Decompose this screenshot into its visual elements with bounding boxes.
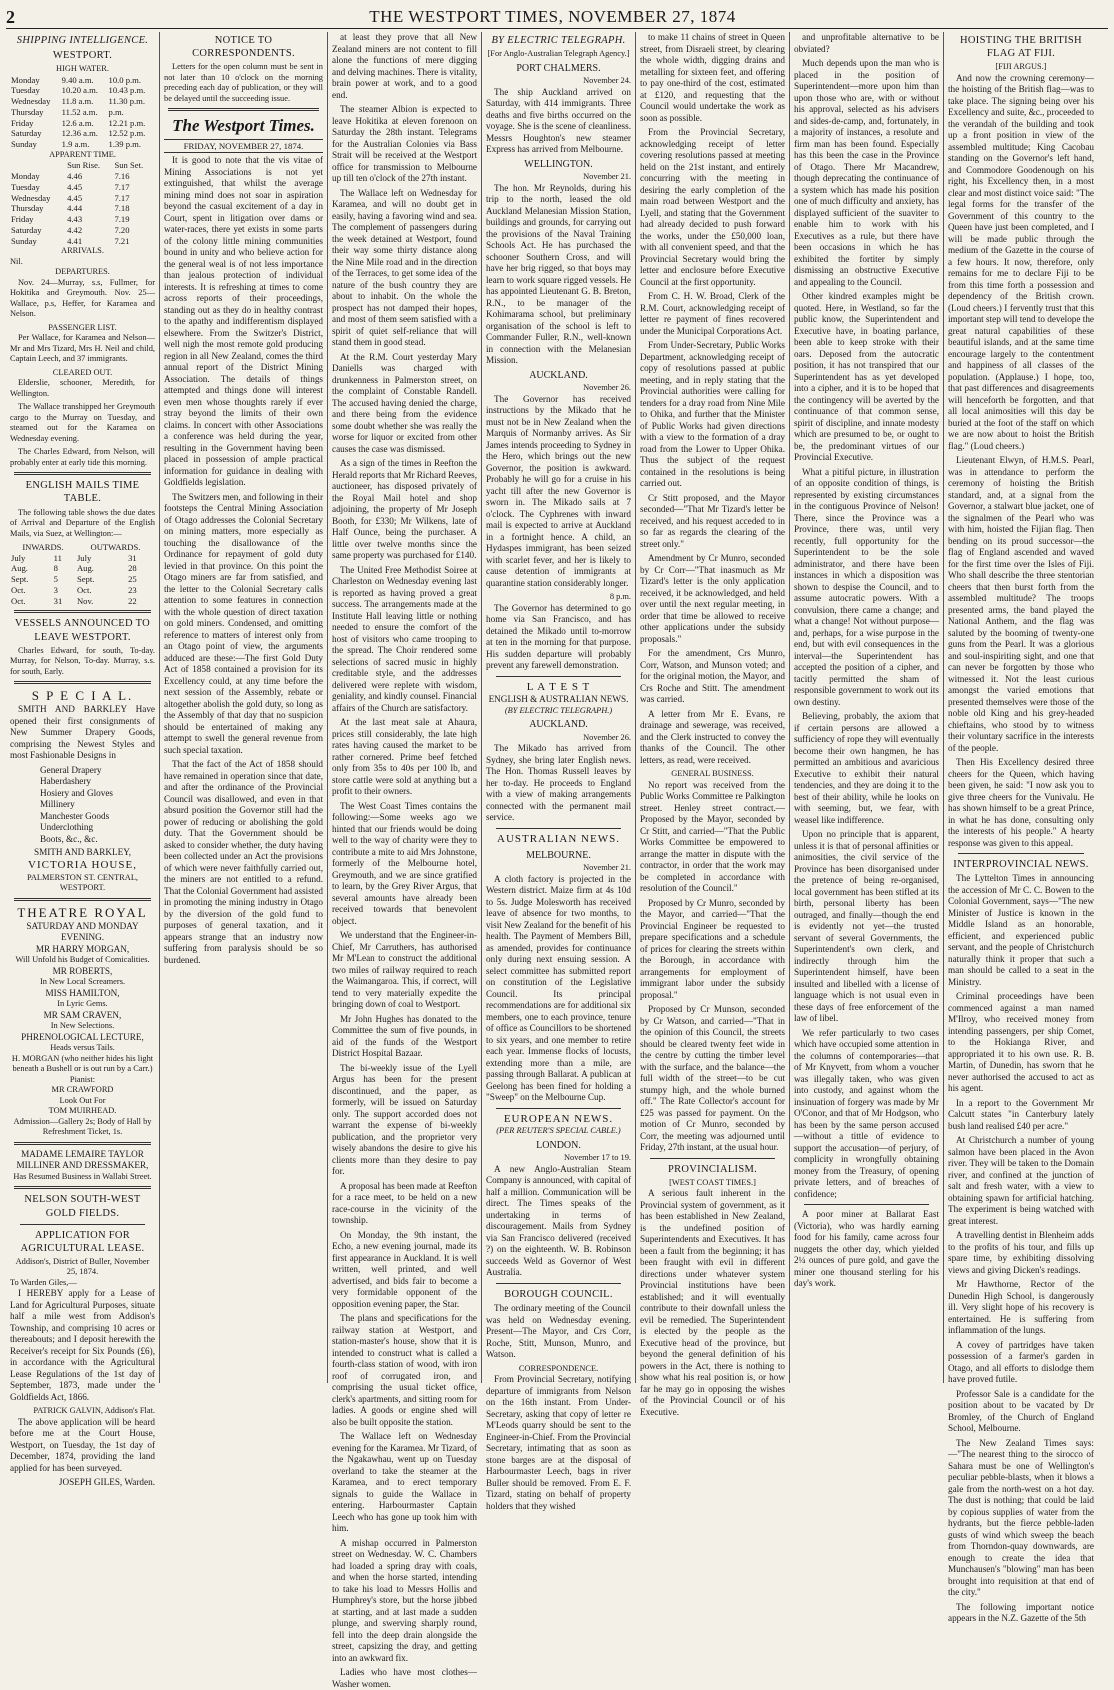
- special-text: SMITH AND BARKLEY Have opened their first consignments of New Summer Drapery Goods, comprising the Newest Styles and most Fashionable Designs in: [10, 704, 155, 761]
- table-cell: p.m.: [108, 106, 124, 117]
- lemaire-sub: MILLINER AND DRESSMAKER,: [16, 1160, 149, 1171]
- table-cell: Monday: [11, 74, 40, 85]
- lease-to: To Warden Giles,—: [10, 1277, 77, 1287]
- telegraph-heading: BY ELECTRIC TELEGRAPH.: [491, 35, 626, 46]
- table-row: [10, 171, 155, 182]
- place-port-chalmers: PORT CHALMERS.: [516, 62, 601, 74]
- table-cell: 4.45: [67, 192, 83, 203]
- table-row: [10, 85, 155, 96]
- table-cell: 4.42: [67, 224, 83, 235]
- table-cell: 10.0 p.m.: [108, 74, 141, 85]
- lease-sign: PATRICK GALVIN, Addison's Flat.: [33, 1406, 155, 1416]
- page-title: THE WESTPORT TIMES, NOVEMBER 27, 1874: [369, 7, 736, 26]
- latest-by: (BY ELECTRIC TELEGRAPH.): [504, 705, 613, 715]
- table-cell: 3: [53, 584, 58, 595]
- editorial-p1: It is good to note that the vis vitae of Mining Associations is not yet extinguished, that whilst the average mining mind does not soar in aspiration beyond the casual excitement of a day in Court, spent in litigation over dams or water-races, there yet exists in some parts of the colony little mining communities bound in unity and who believe action for the general weal is of not less importance than jealous protection of individual interests. It is refreshing at times to come across reports of their proceedings, standing out as they do in healthy contrast to the apathy and indifferentism displayed elsewhere. From the Switzer's District, well nigh the most remote gold producing region in all New Zealand, comes the third annual report of the District Mining Association. The details of things attempted and things done will interest even men whose thoughts rarely if ever stray beyond the limits of their own claims. In concert with other Associations a conference was held during the year, resulting in the Government having been placed in possession of ample practical information for guidance in dealing with Goldfields legislation.: [164, 155, 323, 488]
- lease-note: The above application will be heard before me at the Court House, Westport, on Tuesday, the 1st day of December, 1874, providing the land applied for has been surveyed.: [10, 1416, 155, 1473]
- local-p5: As a sign of the times in Reefton the Herald reports that Mr Richard Reeves, auctioneer, has disposed privately of the Royal Mail hotel and shop adjoining, the property of Mr Joseph Booth, for £330; Mr Wilkens, late of Half Ounce, being the purchaser. A little over twelve months since the same property was purchased for £140.: [332, 458, 477, 560]
- table-row: [10, 563, 155, 574]
- table-cell: 1.9 a.m.: [61, 139, 90, 150]
- theatre-line: Pianist:: [69, 1074, 96, 1084]
- table-row: [10, 96, 155, 107]
- theatre-heading: THEATRE ROYAL: [17, 904, 148, 920]
- table-cell: July: [11, 552, 26, 563]
- theatre-line: PHRENOLOGICAL LECTURE,: [21, 1031, 144, 1042]
- text-correspondence: From Provincial Secretary, notifying departure of immigrants from Nelson on the 16th instant. From Under-Secretary, asking that copy of letter re M'Leods quarry should be sent to the Engineer-in-Chief. From the Provincial Secretary, intimating that as soon as stone barges are at the disposal of Harbourmaster Leech, bags in river Buller should be removed. From E. F. Tizard, stating on behalf of property holders that they wished: [486, 1374, 631, 1511]
- theatre-line: MR HARRY MORGAN,: [35, 943, 130, 954]
- table-cell: Thursday: [11, 106, 44, 117]
- inter-p3: In a report to the Government Mr Calcutt states "in Canterbury lately bush land realised £40 per acre.": [948, 1097, 1094, 1131]
- prov-cont-p1: and unprofitable alternative to be obviated?: [794, 32, 939, 54]
- table-cell: 12.52 p.m.: [108, 128, 146, 139]
- theatre-line: TOM MUIRHEAD.: [48, 1106, 117, 1116]
- local-p11: The bi-weekly issue of the Lyell Argus has been for the present discontinued, and the paper, as formerly, will be issued on Saturday only. The support accorded does not warrant the expense of bi-weekly publication, and the proprietor very wisely abandons the desire to give his clients more than they desire to pay for.: [332, 1062, 477, 1176]
- lease-place: Addison's, District of Buller, November 25, 1874.: [15, 1256, 150, 1277]
- flag-heading: HOISTING THE BRITISH FLAG AT FIJI.: [960, 35, 1082, 60]
- place-melbourne: MELBOURNE.: [526, 849, 591, 861]
- theatre-lines: [10, 944, 155, 1138]
- port-heading: WESTPORT.: [52, 50, 113, 62]
- list-item: Haberdashery: [40, 776, 92, 787]
- columns: [6, 32, 1108, 1689]
- prov-cont-p3: Other kindred examples might be quoted. Here, in Westland, so far the public know, the Superintendent and Executive have, in boating parlance, been able to keep stroke with their oars. Deposed from the autocratic position, it has not transpired that our Superintendent has as yet developed into a cipher, and it is to be hoped that the contingency will be averted by the continuance of that common sense, spirit of discipline, and innate modesty which are presumed to be, or ought to be, the predominant virtues of our Provincial Executive.: [794, 291, 939, 462]
- local-p1: at least they prove that all New Zealand miners are not content to fill alone the functions of mere digging and delving machines. There is vitality, brain power at work, and to a good end.: [332, 32, 477, 100]
- flag-sub: [FIJI ARGUS.]: [995, 62, 1047, 72]
- text-auckland-2: The Governor has determined to go home via San Francisco, and has detained the Mikado until to-morrow at ten in the morning for that purpose. His sudden departure will probably prevent any farewell demonstration.: [486, 602, 631, 671]
- special-list: [40, 765, 155, 846]
- masthead: [6, 6, 1108, 29]
- arrivals-heading: ARRIVALS.: [61, 246, 104, 256]
- council-p1: to make 11 chains of street in Queen street, from Disraeli street, by clearing the whole width, digging drains and metalling for sixteen feet, and offering to pay one-third of the cost, estimated at £120, and requesting that the Council would undertake the work as soon as possible.: [640, 32, 785, 123]
- cleared-heading: CLEARED OUT.: [52, 367, 113, 377]
- local-p14: The plans and specifications for the railway station at Westport, and station-master's house, show that it is intended to construct what is called a fourth-class station of wood, with iron roof of corrugated iron, and comprising the usual ticket office, clerk's apartments, and sitting room for ladies. A goods or engine shed will also be built opposite the station.: [332, 1313, 477, 1427]
- inter-p9: The New Zealand Times says:—"The nearest thing to the sirocco of Sahara must be one of Wellington's peculiar pebble-blasts, when it blows a gale from the north-west on a hot day. The dust is nothing; that could be laid by copious supplies of water from the hydrants, but the fierce pebble-laden gusts of wind which sweep the beach from Thorndon-quay downwards, are enough to create the idea that Munchausen's "blowing" man has been brought into requisition at that end of the city.": [948, 1437, 1094, 1598]
- local-p2: The steamer Albion is expected to leave Hokitika at eleven forenoon on Saturday the 28th instant. Telegrams for the Australian Colonies via Bass Strait will be received at the Westport office for transmission to Melbourne up till ten o'clock of the 27th instant.: [332, 104, 477, 183]
- table-cell: 8: [53, 563, 58, 574]
- council-p9: No report was received from the Public Works Committee re Palkington street. Henley street contract.—Proposed by the Mayor, seconded by Cr Stitt, and carried—"That the Public Works Committee be empowered to arrange the matter in dispute with the contractor, in order that the work may be completed in accordance with resolution of the Council.": [640, 779, 785, 893]
- local-p7: At the last meat sale at Ahaura, prices still considerably, the late high rates having caused the market to be rather cornered. Prime beef fetched only from 35s to 40s per 100 lb, and store cattle were sold at anything but a profit to their owners.: [332, 717, 477, 796]
- miner-note: A poor miner at Ballarat East (Victoria), who was hardly earning food for his family, came across four nuggets the other day, which yielded 2¼ ounces of pure gold, and gave the miner one thousand sterling for his day's work.: [794, 1209, 939, 1288]
- editorial-p3: That the fact of the Act of 1858 should have remained in operation since that date, and after the ordinance of the Provincial Council was disallowed, and even in that absurd position the Governor still had the power of reducing or abolishing the gold duty. That the Government should be asked to consider whether, the duty having been collected under an Act the provisions of which were never faithfully carried out, the miners are not entitled to a refund. That the Colonial Government had assisted in promoting the mining industry in Otago by the diversion of the gold fund to purposes of general taxation, and it appears strange that an industry now suffering from paralysis should be so burdened.: [164, 759, 323, 965]
- theatre-line: Will Unfold his Budget of Comicalities.: [15, 955, 150, 965]
- local-p10: Mr John Hughes has donated to the Committee the sum of five pounds, in aid of the funds of the Westport District Hospital Bazaar.: [332, 1013, 477, 1058]
- text-melbourne: A cloth factory is projected in the Western district. Maize firm at 4s 10d to 5s. Judge Molesworth has received leave of absence for two months, to visit New Zealand for the benefit of his health. The Payment of Members Bill, as amended, provides for continuance only during next ensuing session. A select committee has submitted report on constitution of the Legislative Council. Its principal recommendations are for additional six members, one to each province, tenure of office as Councillors to be shortened to six years, and one member to retire each year. Immense flocks of locusts, extending more than a mile, are passing through Ballarat. A publican at Geelong has been fined for holding a "Sweep" on the Melbourne Cup.: [486, 873, 631, 1103]
- table-cell: 7.21: [114, 235, 130, 246]
- table-cell: 23: [128, 584, 137, 595]
- inter-p7: A covey of partridges have taken possession of a farmer's garden in Otago, and all efforts to dislodge them have proved futile.: [948, 1339, 1094, 1385]
- sun-table: [10, 160, 155, 246]
- local-p17: Ladies who have most clothes—Washer women.: [332, 1667, 477, 1689]
- arrivals-text: Nil.: [10, 256, 23, 266]
- table-row: [10, 225, 155, 236]
- lemaire-text: Has Resumed Business in Wallabi Street.: [13, 1171, 152, 1181]
- inter-p1: The Lyttelton Times in announcing the accession of Mr C. C. Bowen to the Colonial Government, says—"The new Minister of Justice is known in the Middle Island as an honorable, efficient, and experienced public servant, and the people of Christchurch naturally think it proper that such a man should be called to a seat in the Ministry.: [948, 873, 1094, 987]
- mails-table: [10, 542, 155, 606]
- local-p9: We understand that the Engineer-in-Chief, Mr Carruthers, has authorised Mr M'Lean to construct the additional two miles of railway required to reach the Waimangaroa. This, if correct, will tend to very materially expedite the bringing down of coal to Westport.: [332, 930, 477, 1009]
- table-row: [10, 182, 155, 193]
- table-cell: 11: [53, 552, 62, 563]
- list-item: Manchester Goods: [40, 810, 110, 821]
- column-7: [944, 32, 1098, 1624]
- local-p16: A mishap occurred in Palmerston street on Wednesday. W. C. Chambers had loaded a spring dray with coals, and when the horse started, intending to take his load to Messrs Hollis and Humphrey's store, but the horse jibbed at starting, and at last made a sudden plunge, and swerving sharply round, fell into the deep drain alongside the street, capsizing the dray, and getting into an awkward fix.: [332, 1537, 477, 1663]
- table-row: [10, 203, 155, 214]
- table-row: [10, 553, 155, 564]
- text-wellington: The hon. Mr Reynolds, during his trip to the north, leased the old Auckland Melanesian Mission Station, buildings and grounds, for carrying out the provisions of the Naval Training Schools Act. He has purchased the schooner Southern Cross, and will have her brig rigged, so that boys may learn to work square rigged vessels. He has appointed Lieutenant G. B. Breton, R.N., to be manager of the Kohimarama school, but preliminary organisation of the school is left to Commander Fuller, R.N., well-known in connection with the Melanesian Mission.: [486, 182, 631, 366]
- council-p11: Proposed by Cr Munson, seconded by Cr Watson, and carried—"That in the opinion of this Council, the streets should be cleared twenty feet wide in the centre by cutting the timber level with the surface, and the balance—the full width of the street—to be cut stumpy high, and the whole burned off." The Rate Collector's account for £25 was passed for payment. On the motion of Cr Munro, seconded by Corr, the meeting was adjourned until Friday, 27th instant, at the usual hour.: [640, 1004, 785, 1152]
- table-cell: Oct.: [11, 595, 26, 606]
- table-header-row: [10, 542, 155, 553]
- table-cell: Sept.: [11, 574, 29, 585]
- table-cell: Sept.: [76, 574, 95, 585]
- council-p5: Cr Stitt proposed, and the Mayor seconded—"That Mr Tizard's letter be received, and his request acceded to in so far as regards the clearing of the street only.": [640, 492, 785, 549]
- council-p10: Proposed by Cr Munro, seconded by the Mayor, and carried—"That the Provincial Engineer be requested to prepare specifications and a schedule of prices for clearing the streets within the Borough, in accordance with arrangements for employment of immigrant labor under the subsidy proposal.": [640, 897, 785, 1000]
- borough-heading: BOROUGH COUNCIL.: [504, 1288, 613, 1300]
- table-cell: 4.46: [67, 171, 83, 182]
- list-item: Millinery: [40, 799, 75, 810]
- table-cell: Tuesday: [11, 181, 40, 192]
- european-by: (PER REUTER'S SPECIAL CABLE.): [496, 1126, 621, 1136]
- table-cell: Thursday: [11, 203, 44, 214]
- table-row: [10, 236, 155, 247]
- high-water-table: [10, 75, 155, 150]
- list-item: Underclothing: [40, 822, 94, 833]
- latest-sub: ENGLISH & AUSTRALIAN NEWS.: [488, 694, 629, 705]
- place-london: LONDON.: [536, 1139, 581, 1151]
- council-p7: For the amendment, Crs Munro, Corr, Watson, and Munson voted; and for the original motion, the Mayor, and Crs Roche and Stitt. The amendment was carried.: [640, 648, 785, 704]
- theatre-dates: SATURDAY AND MONDAY EVENING.: [26, 920, 139, 943]
- provincialism-heading: PROVINCIALISM.: [667, 1163, 758, 1175]
- table-cell: 11.30 p.m.: [108, 96, 145, 107]
- table-cell: 31: [128, 552, 137, 563]
- high-water-heading: HIGH WATER.: [56, 64, 109, 74]
- correspondence-heading: CORRESPONDENCE.: [518, 1363, 599, 1373]
- departures-text: Nov. 24—Murray, s.s, Fullmer, for Hokitika and Greymouth. Nov. 25—Wallace, p.s, Heffer, for Karamea and Nelson.: [10, 277, 155, 319]
- interprovincial-heading: INTERPROVINCIAL NEWS.: [953, 859, 1089, 871]
- local-p12: A proposal has been made at Reefton for a race meet, to be held on a new race-course in the vicinity of the township.: [332, 1180, 477, 1225]
- date-auckland-2: November 26.: [583, 732, 631, 742]
- theatre-line: MISS HAMILTON,: [45, 987, 120, 998]
- list-item: Hosiery and Gloves: [40, 787, 113, 798]
- column-1: [6, 32, 160, 1488]
- table-cell: 4.44: [67, 203, 83, 214]
- local-p4: At the R.M. Court yesterday Mary Daniells was charged with drunkenness in Palmerston street, on the complaint of Constable Randell. The accused having denied the charge, and there being from the evidence some doubt whether she was really the worse for liquor or excited from other causes the case was dismissed.: [332, 351, 477, 454]
- lease-text: I HEREBY apply for a Lease of Land for Agricultural Purposes, situate half a mile west from Addison's Township, and comprising 10 acres or thereabouts; and I deposit herewith the Receiver's receipt for Six Pounds (£6), in accordance with the Agricultural Lease Regulations of the 1st day of September, 1873, made under the Goldfields Act, 1866.: [10, 1288, 155, 1402]
- theatre-line: In Lyric Gems.: [57, 999, 108, 1009]
- table-cell: Sunday: [11, 139, 37, 150]
- theatre-line: In New Selections.: [50, 1021, 115, 1031]
- table-cell: Friday: [11, 214, 34, 225]
- shipping-heading: SHIPPING INTELLIGENCE.: [16, 35, 149, 46]
- table-cell: 7.17: [114, 192, 130, 203]
- time-auckland: 8 p.m.: [609, 592, 631, 602]
- table-cell: 4.41: [67, 235, 83, 246]
- table-cell: 28: [128, 563, 137, 574]
- vessels-heading: VESSELS ANNOUNCED TO LEAVE WESTPORT.: [14, 618, 151, 643]
- list-item: Boots, &c., &c.: [40, 833, 98, 844]
- table-cell: 10.43 p.m.: [108, 85, 146, 96]
- theatre-line: In New Local Screamers.: [39, 977, 126, 987]
- table-cell: 7.17: [114, 181, 130, 192]
- table-cell: 4.45: [67, 181, 83, 192]
- editorial-p2: The Switzers men, and following in their footsteps the Central Mining Association of Otago addresses the Colonial Secretary on mining matters, more especially as touching the disallowance of the Ordinance for repayment of gold duty levied in that province. On this point the Otago miners are far from satisfied, and the letter to the Colonial Secretary calls attention to some features in connection with the whole question of direct taxation on gold miners. Condensed, and omitting reference to matters of interest only from an Otago point of view, the arguments adduced are these:—The first Gold Duty Act of 1858 contained a provision for its Excellency could, at any time before the next session of the Assembly, rebate or altogether abolish the gold duty, so long as the Assembly of that day that no suspicion should be entertained of making any attempt to swell the general revenue from such special taxation.: [164, 491, 323, 755]
- general-business-heading: GENERAL BUSINESS.: [671, 769, 754, 778]
- theatre-line: MR SAM CRAVEN,: [43, 1009, 122, 1020]
- table-cell: 7.19: [114, 214, 130, 225]
- place-auckland: AUCKLAND.: [529, 369, 588, 381]
- table-cell: 5: [53, 574, 58, 585]
- latest-heading: L A T E S T: [526, 680, 591, 693]
- notice-text: Letters for the open column must be sent in not later than 10 o'clock on the morning preceding each day of publication, or they will be delayed until the succeeding issue.: [164, 62, 323, 103]
- table-cell: 22: [128, 595, 137, 606]
- provincialism-p1: A serious fault inherent in the Provincial system of government, as it has been established in New Zealand, is the undefined position of Superintendents and Executives. It has been a fault from the beginning; it has been fraught with evil in different directions under whatever system Provincial institutions have been established; and it will eventually contribute to their downfall unless the evil be remedied. The Superintendent is elected by the people as the Executive head of the province, but beyond the general definition of his powers in the Act, there is nothing to show what his real position is, or how far he may go in opposing the wishes of the Provincial Council or of his Executive.: [640, 1188, 785, 1417]
- flag-p2: Lieutenant Elwyn, of H.M.S. Pearl, was in attendance to perform the ceremony of hoisting the British standard, and, at a signal from the Governor, a stalwart blue jacket, one of the signalmen of the Pearl who was with him, hoisted the Fijian flag. Then bending on its proud successor—the flag of England ascended and waved for the first time over the Isles of Fiji. Who shall describe the three stentorian cheers that then burst forth from the assembled multitude? The troops presented arms, the band played the National Anthem, and the flag was saluted by the booming of twenty-one guns from the Pearl. It was a glorious and soul-inspiriting sight, and one that can never be forgotten by those who witnessed it. Not the least curious amongst the varied emotions that presented themselves were those of the noble old King and his grey-headed chieftains, who stood by to witness their voluntary sacrifice in the interests of the people.: [948, 455, 1094, 753]
- column-6: [790, 32, 944, 1383]
- place-auckland-2: AUCKLAND.: [529, 719, 588, 731]
- table-cell: Aug.: [11, 563, 28, 574]
- paper-title: The Westport Times.: [172, 116, 315, 136]
- list-item: General Drapery: [40, 764, 102, 775]
- text-port-chalmers: The ship Auckland arrived on Saturday, with 414 immigrants. Three deaths and five births occurred on the voyage. She is the scene of cleanliness. Messrs Houghton's new steamer Express has arrived from Melbourne.: [486, 86, 631, 155]
- date-wellington: November 21.: [583, 172, 631, 182]
- date-port-chalmers: November 24.: [583, 76, 631, 86]
- council-p4: From Under-Secretary, Public Works Department, acknowledging receipt of copy of resolutions passed at public meeting, and in reply stating that the Provincial authorities were calling for tenders for a dray road from Nine Mile to Ohika, and further that the Minister of Public Works had given directions with a view to the formation of a dray road from the Lower to Upper Ohika. Thus the subject of the request contained in the resolutions is being carried out.: [640, 340, 785, 488]
- table-cell: 1.39 p.m.: [108, 139, 141, 150]
- column-3: [328, 32, 482, 1689]
- table-header-cell: OUTWARDS.: [90, 542, 141, 553]
- apparent-time-heading: APPARENT TIME.: [49, 149, 116, 159]
- table-cell: Monday: [11, 171, 40, 182]
- telegraph-sub: [For Anglo-Australian Telegraph Agency.]: [487, 49, 630, 59]
- table-row: [10, 585, 155, 596]
- prov-cont-p2: Much depends upon the man who is placed in the position of Superintendent—more upon him than upon those who are, with or without his approval, selected as his advisers and sides-de-camp, and, fortunately, in a majority of instances, a resolute and firm man has been found. Especially has this been the case in the Province of Otago. There Mr Macandrew, though deprecating the continuance of a system which has made his position one of much difficulty and anxiety, has displayed sufficient of the suaviter to enable him to work with his Executives as a rule, but there have been occasions in which he has exhibited the fortiter by simply dismissing an obstructive Executive and appealing to the Council.: [794, 58, 939, 287]
- table-cell: Wednesday: [11, 96, 51, 107]
- date-london: November 17 to 19.: [564, 1153, 631, 1163]
- edward-note: The Charles Edward, from Nelson, will probably enter at early tide this morning.: [10, 447, 155, 467]
- theatre-line: Admission—Gallery 2s; Body of Hall by Refreshment Ticket, 1s.: [13, 1116, 152, 1137]
- table-cell: 31: [53, 595, 63, 606]
- local-p13: On Monday, the 9th instant, the Echo, a new evening journal, made its first appearance in Auckland. It is well written, well printed, and well advertised, and bids fair to become a very formidable opponent of the opposition evening paper, the Star.: [332, 1229, 477, 1309]
- text-auckland: The Governor has received instructions by the Mikado that he must not be in New Zealand when the Marquis of Normanby arrives. As Sir James intends proceeding to Sydney in the Hero, which brings out the new Governor, the position is awkward. Probably he will go for a cruise in his yacht till after the new Governor is sworn in. The Mikado sails at 7 o'clock. The Cyphrenes with inward mail is expected to arrive at Auckland in a fortnight hence. A child, an Hydaspes immigrant, has been seized with scarlet fever, and her is likely to cause detention of immigrants at quarantine station considerably longer.: [486, 393, 631, 588]
- table-row: [10, 214, 155, 225]
- flag-p1: And now the crowning ceremony—the hoisting of the British flag—was to take place. The signing being over his Excellency and suite, &c., proceeded to the verandah of the building and took up a front position in view of the assembled multitude; King Cacobau standing on the Governor's left hand, and Commodore Goodenough on his right, his Excellency then, in a most clear and most distinct voice said: "The legal forms for the transfer of the Government of this country to the Queen have just been completed, and I will be made public through the medium of the Gazette in the course of a few hours. It now, therefore, only remains for me to declare Fiji to be from this time forth a possession and dependency of the British crown. (Loud cheers.) I fervently trust that this important step will tend to develope the great natural capabilities of these beautiful islands, and at the same time encourage largely to the contentment and happiness of all classes of the population. (Applause.) I hope, too, that past differences and disagreements will henceforth be forgotten, and that all local animosities will this day be buried at the foot of the staff on which we are now about to hoist the British flag." (Loud cheers.): [948, 72, 1094, 451]
- mails-intro: The following table shows the due dates of Arrival and Departure of the English Mails, via Suez, at Wellington:—: [10, 507, 155, 538]
- lemaire-heading: MADAME LEMAIRE TAYLOR: [21, 1148, 144, 1159]
- flag-p3: Then His Excellency desired three cheers for the Queen, which having been given, he said: "I now ask you to give three cheers for the Vunivalu. He has shown himself to be a great Prince, in what he has done, consulting only the interests of his people." A hearty response was given to this appeal.: [948, 757, 1094, 848]
- table-cell: Friday: [11, 117, 34, 128]
- inter-p10: The following important notice appears in the N.Z. Gazette of the 5th: [948, 1601, 1094, 1624]
- date-auckland: November 26.: [583, 383, 631, 393]
- council-p8: A letter from Mr E. Evans, re drainage and sewerage, was received, and the Clerk instructed to convey the thanks of the Council. The other letters, as read, were received.: [640, 708, 785, 765]
- table-row: [10, 128, 155, 139]
- council-p6: Amendment by Cr Munro, seconded by Cr Corr—"That inasmuch as Mr Tizard's letter is the only application received, it be acknowledged, and held over until the next regular meeting, in order that time be allowed to receive other applications under the subsidy proposals.": [640, 553, 785, 644]
- inter-p6: Mr Hawthorne, Rector of the Dunedin High School, is dangerously ill. Very slight hope of his recovery is entertained. He is suffering from inflammation of the lungs.: [948, 1279, 1094, 1336]
- prov-cont-p5: Believing, probably, the axiom that if certain persons are allowed a sufficiency of rope they will eventually become their own hangmen, he has permitted an ambitious and avaricious Executive to exhibit their natural tendencies, and they are doing it to the best of their ability, while he looks on with seeming, but, we fear, with weasel like indifference.: [794, 711, 939, 825]
- theatre-line: MR ROBERTS,: [52, 965, 113, 976]
- prov-cont-p6: Upon no principle that is apparent, unless it is that of personal affinities or animosities, the civil service of the Province has been disorganised under the pretence of being re-organised, local government has been stifled at its birth, personal liberty has been outraged, and finally—though the end is evidently not yet—the trusted servant of several Governments, the Superintendent's own clerk, and indirectly through him the Superintendent himself, have been insulted and libelled with a license of language which is not usual even in these days of free enforcement of the law of libel.: [794, 829, 939, 1023]
- table-row: [10, 574, 155, 585]
- passenger-text: Per Wallace, for Karamea and Nelson—Mr and Mrs Tizard, Mrs H. Neil and child, Captain Leech, and 37 immigrants.: [10, 333, 155, 364]
- table-cell: Wednesday: [11, 192, 51, 203]
- local-p15: The Wallace left on Wednesday evening for the Karamea. Mr Tizard, of the Ngakawhau, went up on Tuesday overland to take the steamer at the Karamea, and to erect temporary signals to guide the Wallace in entering. Harbourmaster Captain Leech who has gone up took him with him.: [332, 1431, 477, 1533]
- table-header-cell: Sun Rise.: [67, 160, 101, 171]
- table-cell: 11.8 a.m.: [61, 96, 94, 107]
- table-header-row: [10, 160, 155, 171]
- table-header-cell: Sun Set.: [114, 160, 144, 171]
- local-p6: The United Free Methodist Soiree at Charleston on Wednesday evening last is reported as having proved a great success. The arrangements made at the Institute Hall leaving little or nothing needed to ensure the comfort of the host of visitors who came trooping to the spread. The Choir rendered some selections of sacred music in highly creditable style, and the addresses delivered were replete with wisdom, geniality, and kindly counsel. Financial affairs of the Church are satisfactory.: [332, 564, 477, 713]
- local-p3: The Wallace left on Wednesday for Karamea, and will no doubt get in easily, having a favoring wind and sea. The complement of passengers during the week detained at Westport, found their way some thirty distance along the Nine Mile road and in the direction of the Terraces, to get some idea of the nature of the bush country they are about to inhabit. On the whole the prospect has not damped their hopes, and most of them seem satisfied with a spirit of quiet self-reliance that will stand them in good stead.: [332, 187, 477, 347]
- australian-heading: AUSTRALIAN NEWS.: [497, 832, 620, 845]
- table-cell: 12.6 a.m.: [61, 117, 94, 128]
- theatre-line: Look Out For: [59, 1095, 106, 1105]
- smith-name: SMITH AND BARKLEY,: [33, 847, 132, 858]
- european-heading: EUROPEAN NEWS.: [503, 1112, 614, 1125]
- smith-address: PALMERSTON ST. CENTRAL, WESTPORT.: [26, 872, 139, 893]
- place-wellington: WELLINGTON.: [524, 158, 593, 170]
- theatre-line: H. MORGAN (who neither hides his light beneath a Bushell or is out run by a Carr.): [11, 1053, 154, 1074]
- prov-cont-p4: What a pitiful picture, in illustration of an opposite condition of things, is represented by existing circumstances in the contiguous Province of Nelson! There, since the Province was a Province, there was, until very recently, full opportunity for the Superintendent to be the sole administrator, and there have been instances in which a disposition was shown to despise the Council, and to assume autocratic powers. With a convulsion, there came a change; and what a change! Not without purpose—and, perhaps, for a wise purpose in the end, but with evil consequences in the interval—the Superintendent has accepted the position of a cipher, and tacitly permitted the sham of responsible government to work out its own destiny.: [794, 466, 939, 707]
- provincialism-sub: [WEST COAST TIMES.]: [669, 1177, 756, 1187]
- table-cell: Aug.: [76, 563, 94, 574]
- table-cell: July: [76, 552, 92, 563]
- date-melbourne: November 21.: [583, 863, 631, 873]
- table-cell: Saturday: [11, 224, 42, 235]
- passenger-heading: PASSENGER LIST.: [48, 322, 117, 332]
- theatre-line: MR CRAWFORD: [51, 1085, 114, 1095]
- mails-heading: ENGLISH MAILS TIME TABLE.: [25, 480, 140, 505]
- table-cell: Tuesday: [11, 85, 40, 96]
- dateline: FRIDAY, NOVEMBER 27, 1874.: [164, 139, 323, 154]
- table-cell: 11.52 a.m.: [61, 106, 98, 117]
- table-cell: Nov.: [76, 595, 94, 606]
- table-row: [10, 118, 155, 129]
- text-london: A new Anglo-Australian Steam Company is announced, with capital of half a million. Communication will be direct. The Times speaks of the undertaking in terms of discouragement. Mails from Sydney via San Francisco delivered (received ?) on the eighteenth. W. B. Robinson succeeds Weld as Governor of West Australia.: [486, 1163, 631, 1278]
- table-cell: Saturday: [11, 128, 42, 139]
- table-header-cell: INWARDS.: [22, 542, 64, 553]
- inter-p2: Criminal proceedings have been commenced against a man named M'Ilroy, who received money from intending passengers, per ship Comet, to the Hokianga River, and appropriated it to his own use. R. B. Martin, of Dunedin, has sworn that he never authorised the accused to act as his agent.: [948, 991, 1094, 1094]
- local-p8: The West Coast Times contains the following:—Some weeks ago we hinted that our friends would be doing well to the way of charity were they to contribute a mite to aid Mrs Johnstone, formerly of the Melbourne hotel, Greymouth, and we are since gratified to learn, by the Grey River Argus, that several amounts have already been received towards that benevolent object.: [332, 800, 477, 926]
- prov-cont-p7: We refer particularly to two cases which have occupied some attention in the columns of contemporaries—that of Mr Knyvett, from whom a voucher was illegally taken, who was given into custody, and against whom the insinuation of forgery was made by Mr O'Conor, and that of Mr Hodgson, who has been by the same person accused—without a tittle of evidence to support the accusation—of perjury, of complicity in wrongfully obtaining money from the Treasury, of opening private letters, and of breaches of confidence;: [794, 1027, 939, 1199]
- smith-house: VICTORIA HOUSE,: [28, 858, 137, 871]
- council-p2: From the Provincial Secretary, acknowledging receipt of letter covering resolutions passed at meeting held on the 21st instant, and entirely concurring with the meeting in desiring the early completion of the main road between Westport and the Lyell, and stating that the Government had already decided to push forward the works, under the £50,000 loan, with all convenient speed, and that the Provincial Secretary would bring the letter and enclosure before Executive Council at the first opportunity.: [640, 127, 785, 287]
- departures-heading: DEPARTURES.: [55, 267, 110, 277]
- table-cell: 7.20: [114, 224, 130, 235]
- council-p3: From C. H. W. Broad, Clerk of the R.M. Court, acknowledging receipt of letter re payment of fines recovered under the Municipal Corporations Act.: [640, 291, 785, 336]
- table-row: [10, 75, 155, 86]
- lease-heading: APPLICATION FOR AGRICULTURAL LEASE.: [20, 1229, 145, 1254]
- table-row: [10, 596, 155, 607]
- table-cell: 9.40 a.m.: [61, 74, 94, 85]
- page-number: 2: [6, 6, 15, 27]
- theatre-line: Heads versus Tails.: [50, 1043, 115, 1053]
- text-auckland-3: The Mikado has arrived from Sydney, she bring later English news. The Hon. Thomas Russell leaves by her to-day. He proceeds to England with a view of making arrangements connected with the permanent mail service.: [486, 743, 631, 823]
- table-cell: 12.21 p.m.: [108, 117, 146, 128]
- cleared-text: Elderslie, schooner, Meredith, for Wellington.: [10, 378, 155, 398]
- table-row: [10, 193, 155, 204]
- inter-p8: Professor Sale is a candidate for the position about to be vacated by Dr Bromley, of the Church of England School, Melbourne.: [948, 1388, 1094, 1434]
- table-cell: 25: [128, 574, 137, 585]
- text-borough: The ordinary meeting of the Council was held on Wednesday evening. Present—The Mayor, and Crs Corr, Roche, Stitt, Munson, Munro, and Watson.: [486, 1303, 631, 1359]
- gold-heading: NELSON SOUTH-WEST GOLD FIELDS.: [24, 1194, 141, 1219]
- table-cell: Oct.: [76, 584, 92, 595]
- wallace-note: The Wallace transhipped her Greymouth cargo to the Murray on Tuesday, and steamed out for the Karamea on Wednesday evening.: [10, 402, 155, 443]
- inter-p5: A travelling dentist in Blenheim adds to the profits of his tour, and fills up spare time, by exhibiting dissolving views and giving Dicken's readings.: [948, 1230, 1094, 1275]
- table-row: [10, 139, 155, 150]
- lease-warden: JOSEPH GILES, Warden.: [58, 1477, 155, 1488]
- table-cell: 7.16: [114, 171, 130, 182]
- special-heading: S P E C I A L.: [31, 688, 134, 704]
- table-row: [10, 107, 155, 118]
- column-4: [482, 32, 636, 1511]
- table-cell: 4.43: [67, 214, 83, 225]
- notice-heading: NOTICE TO CORRESPONDENTS.: [192, 35, 295, 60]
- column-5: [636, 32, 790, 1417]
- table-cell: 10.20 a.m.: [61, 85, 98, 96]
- column-2: [160, 32, 328, 1383]
- vessels-text: Charles Edward, for south, To-day. Murray, for Nelson, To-day. Murray, s.s. for south, Early.: [10, 645, 155, 676]
- table-cell: 7.18: [114, 203, 130, 214]
- table-cell: Sunday: [11, 235, 37, 246]
- table-header-cell: [10, 160, 66, 171]
- table-cell: 12.36 a.m.: [61, 128, 98, 139]
- table-cell: Oct.: [11, 584, 26, 595]
- inter-p4: At Christchurch a number of young salmon have been placed in the Avon river. They will be taken to the Domain river, and confined at the junction of salt and fresh water, with a view to obtaining spawn for artificial hatching. The experiment is being watched with great interest.: [948, 1135, 1094, 1226]
